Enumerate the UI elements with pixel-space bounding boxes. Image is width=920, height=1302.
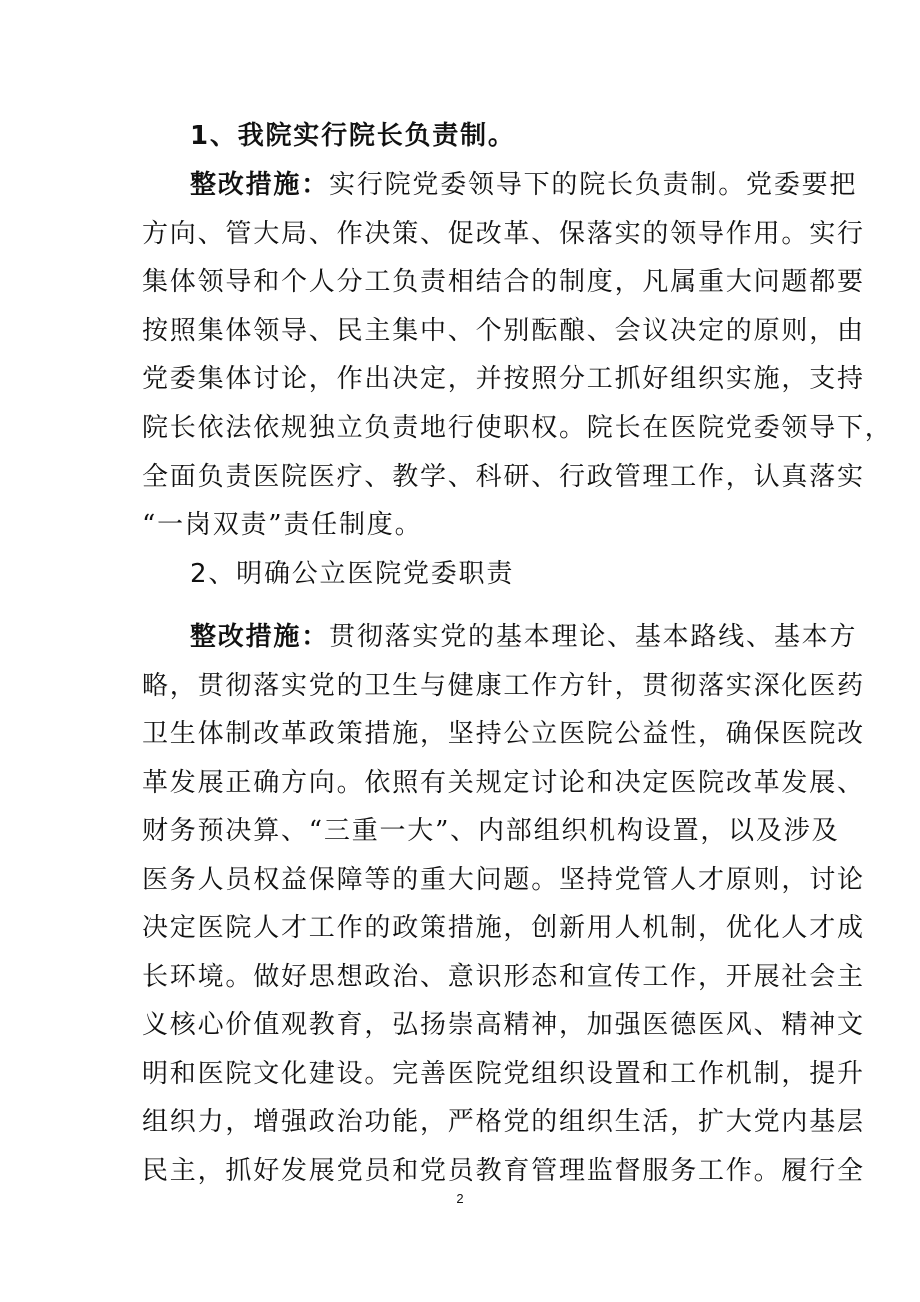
section-1-text: 实行院党委领导下的院长负责制。党委要把 <box>329 170 858 200</box>
section-2-paragraph-line: 组织力，增强政治功能，严格党的组织生活，扩大党内基层 <box>142 1107 865 1137</box>
section-2-text: 贯彻落实党的基本理论、基本路线、基本方 <box>329 622 858 652</box>
section-1-paragraph-line: 党委集体讨论，作出决定，并按照分工抓好组织实施，支持 <box>142 364 865 394</box>
section-1-paragraph-line: 全面负责医院医疗、教学、科研、行政管理工作，认真落实 <box>142 462 865 492</box>
section-1-label: 整改措施： <box>190 170 330 200</box>
section-2-paragraph-line: 卫生体制改革政策措施，坚持公立医院公益性，确保医院改 <box>142 719 865 749</box>
section-1-paragraph-line: 院长依法依规独立负责地行使职权。院长在医院党委领导下， <box>142 413 893 443</box>
section-2-paragraph-line: 义核心价值观教育，弘扬崇高精神，加强医德医风、精神文 <box>142 1010 865 1040</box>
section-1-paragraph-line: 按照集体领导、民主集中、个别酝酿、会议决定的原则，由 <box>142 316 865 346</box>
section-2-paragraph-line: 长环境。做好思想政治、意识形态和宣传工作，开展社会主 <box>142 962 865 992</box>
page-number: 2 <box>456 1191 464 1206</box>
section-2-paragraph-line <box>190 622 857 652</box>
section-2-paragraph-line: 财务预决算、“三重一大”、内部组织机构设置，以及涉及 <box>142 816 840 846</box>
section-1-paragraph-line: “一岗双责”责任制度。 <box>142 510 423 540</box>
section-2-heading: 2、明确公立医院党委职责 <box>190 559 515 589</box>
section-2-paragraph-line: 明和医院文化建设。完善医院党组织设置和工作机制，提升 <box>142 1059 865 1089</box>
section-2-paragraph-line: 决定医院人才工作的政策措施，创新用人机制，优化人才成 <box>142 913 865 943</box>
section-2-paragraph-line: 医务人员权益保障等的重大问题。坚持党管人才原则，讨论 <box>142 865 865 895</box>
section-1-paragraph-line: 集体领导和个人分工负责相结合的制度，凡属重大问题都要 <box>142 267 865 297</box>
section-1-paragraph-line <box>190 170 857 200</box>
section-2-paragraph-line: 略，贯彻落实党的卫生与健康工作方针，贯彻落实深化医药 <box>142 671 865 701</box>
section-2-paragraph-line: 革发展正确方向。依照有关规定讨论和决定医院改革发展、 <box>142 768 865 798</box>
section-2-paragraph-line: 民主，抓好发展党员和党员教育管理监督服务工作。履行全 <box>142 1156 865 1186</box>
section-2-label: 整改措施： <box>190 622 330 652</box>
section-1-heading: 1、我院实行院长负责制。 <box>190 121 516 151</box>
section-1-paragraph-line: 方向、管大局、作决策、促改革、保落实的领导作用。实行 <box>142 219 865 249</box>
